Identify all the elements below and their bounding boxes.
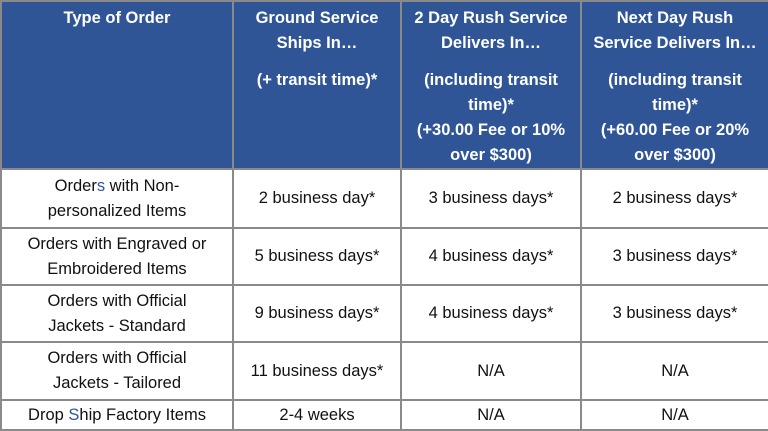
header-line: Type of Order bbox=[63, 9, 171, 27]
column-header bbox=[233, 1, 401, 169]
table-row bbox=[1, 169, 768, 228]
order-type-line bbox=[6, 174, 228, 199]
header-line: (including transit bbox=[424, 71, 558, 89]
header-line: time)* bbox=[468, 96, 514, 114]
table-row bbox=[1, 228, 768, 285]
order-type-cell bbox=[1, 169, 233, 228]
two-day-rush-cell: N/A bbox=[401, 400, 581, 430]
next-day-rush-cell: 2 business days* bbox=[581, 169, 768, 228]
next-day-rush-cell: 3 business days* bbox=[581, 228, 768, 285]
order-type-text: Orders with Official bbox=[47, 291, 187, 310]
header-line: 2 Day Rush Service bbox=[414, 9, 568, 27]
ground-service-cell: 2-4 weeks bbox=[233, 400, 401, 430]
header-line: Service Delivers In… bbox=[593, 34, 757, 52]
header-line: Delivers In… bbox=[441, 34, 541, 52]
header-line: (+30.00 Fee or 10% bbox=[416, 121, 566, 139]
header-line: over $300) bbox=[634, 146, 716, 164]
order-type-line bbox=[6, 289, 228, 314]
order-type-text: Orders with Engraved or bbox=[27, 234, 207, 253]
order-type-line bbox=[6, 371, 228, 396]
ground-service-cell: 5 business days* bbox=[233, 228, 401, 285]
next-day-rush-cell: N/A bbox=[581, 342, 768, 400]
order-type-line bbox=[6, 257, 228, 282]
order-type-line bbox=[6, 346, 228, 371]
order-type-text: Orders with Official bbox=[47, 349, 187, 367]
order-type-text: Drop bbox=[28, 405, 69, 424]
table-row bbox=[1, 285, 768, 342]
order-type-text: Jackets - Tailored bbox=[52, 374, 182, 392]
ground-service-cell: 2 business day* bbox=[233, 169, 401, 228]
column-header bbox=[401, 1, 581, 169]
next-day-rush-cell: N/A bbox=[581, 400, 768, 430]
order-type-text: with Non- bbox=[105, 176, 180, 195]
order-type-line bbox=[6, 232, 228, 257]
header-line: time)* bbox=[652, 96, 698, 114]
order-type-line bbox=[6, 199, 228, 224]
order-type-text: Order bbox=[54, 176, 97, 195]
ground-service-cell: 9 business days* bbox=[233, 285, 401, 342]
two-day-rush-cell: 3 business days* bbox=[401, 169, 581, 228]
next-day-rush-cell: 3 business days* bbox=[581, 285, 768, 342]
column-header bbox=[581, 1, 768, 169]
highlighted-letter: s bbox=[96, 176, 106, 195]
two-day-rush-cell: N/A bbox=[401, 342, 581, 400]
order-type-text: personalized Items bbox=[47, 201, 187, 220]
order-type-cell bbox=[1, 342, 233, 400]
header-line: Ships In… bbox=[276, 34, 358, 52]
order-type-cell bbox=[1, 228, 233, 285]
table-row bbox=[1, 400, 768, 430]
two-day-rush-cell: 4 business days* bbox=[401, 285, 581, 342]
header-line: (+ transit time)* bbox=[256, 71, 378, 89]
header-line: (including transit bbox=[608, 71, 742, 89]
highlighted-letter: S bbox=[68, 405, 80, 424]
header-line: Ground Service bbox=[255, 9, 379, 27]
header-row bbox=[1, 1, 768, 169]
header-spacer bbox=[586, 56, 764, 68]
ground-service-cell: 11 business days* bbox=[233, 342, 401, 400]
header-line: Next Day Rush bbox=[616, 9, 734, 27]
order-type-line bbox=[6, 314, 228, 339]
header-spacer bbox=[238, 56, 396, 68]
order-type-text: Jackets - Standard bbox=[48, 316, 186, 335]
table-row bbox=[1, 342, 768, 400]
two-day-rush-cell: 4 business days* bbox=[401, 228, 581, 285]
order-type-text: hip Factory Items bbox=[79, 405, 206, 424]
header-line: over $300) bbox=[450, 146, 532, 164]
order-type-cell bbox=[1, 285, 233, 342]
order-type-cell bbox=[1, 400, 233, 430]
header-spacer bbox=[406, 56, 576, 68]
header-line: (+60.00 Fee or 20% bbox=[600, 121, 750, 139]
column-header bbox=[1, 1, 233, 169]
order-type-text: Embroidered Items bbox=[47, 259, 187, 278]
